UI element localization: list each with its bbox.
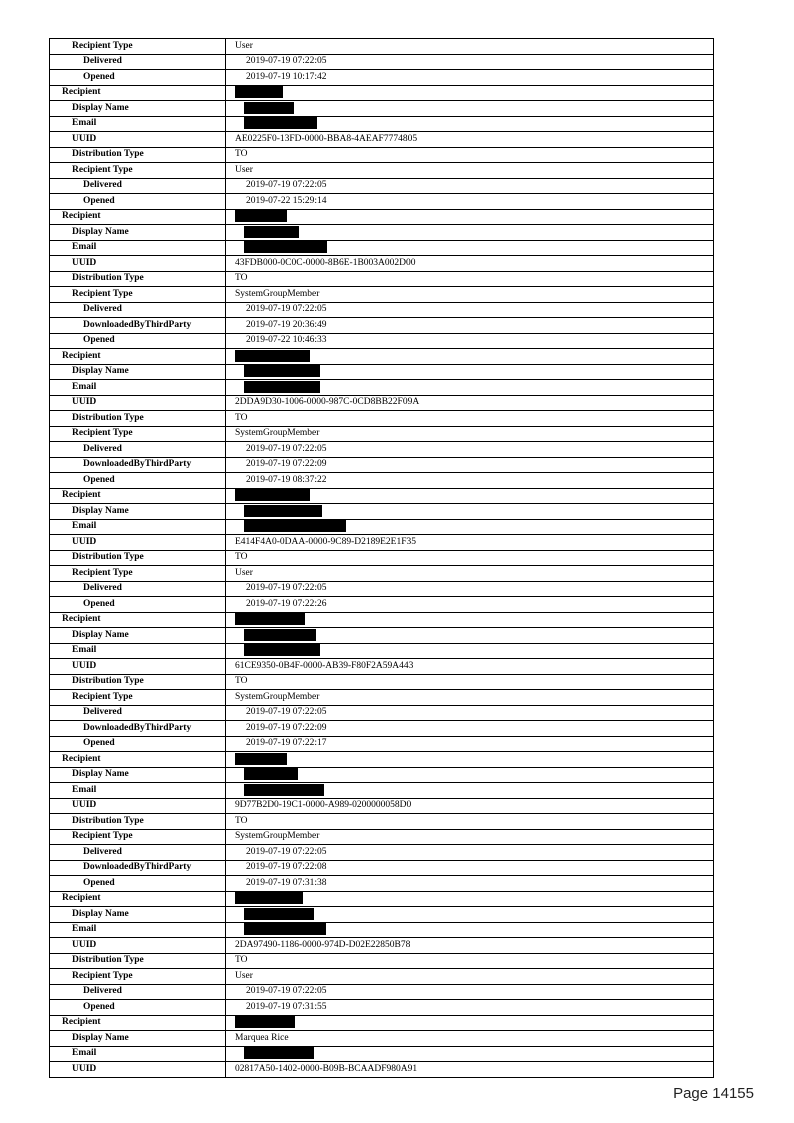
table-row xyxy=(50,659,714,675)
row-key: Opened xyxy=(50,70,226,86)
table-row xyxy=(50,1062,714,1078)
table-row xyxy=(50,953,714,969)
row-value xyxy=(226,209,714,225)
table-row xyxy=(50,504,714,520)
row-value: TO xyxy=(226,271,714,287)
redaction-block xyxy=(235,210,287,222)
row-value: 2DA97490-1186-0000-974D-D02E22850B78 xyxy=(226,938,714,954)
row-key: Display Name xyxy=(50,101,226,117)
redaction-block xyxy=(235,613,305,625)
row-value xyxy=(226,1046,714,1062)
row-value: 2019-07-19 07:31:55 xyxy=(226,1000,714,1016)
row-key: Distribution Type xyxy=(50,271,226,287)
row-key: Recipient Type xyxy=(50,829,226,845)
row-value xyxy=(226,240,714,256)
row-key: Delivered xyxy=(50,442,226,458)
row-key: Email xyxy=(50,1046,226,1062)
row-key: Display Name xyxy=(50,767,226,783)
row-value: TO xyxy=(226,814,714,830)
row-value xyxy=(226,907,714,923)
table-row xyxy=(50,721,714,737)
row-value: 2019-07-19 20:36:49 xyxy=(226,318,714,334)
table-row xyxy=(50,426,714,442)
redaction-block xyxy=(244,1047,314,1059)
row-key: Delivered xyxy=(50,984,226,1000)
table-row xyxy=(50,984,714,1000)
row-key: Recipient xyxy=(50,752,226,768)
row-value: User xyxy=(226,163,714,179)
table-row xyxy=(50,628,714,644)
table-row xyxy=(50,535,714,551)
row-key: Delivered xyxy=(50,581,226,597)
table-row xyxy=(50,845,714,861)
row-key: Recipient xyxy=(50,488,226,504)
table-row xyxy=(50,54,714,70)
row-value: User xyxy=(226,39,714,55)
table-row xyxy=(50,969,714,985)
table-row xyxy=(50,209,714,225)
row-key: Display Name xyxy=(50,1031,226,1047)
redaction-block xyxy=(244,908,314,920)
redaction-block xyxy=(235,86,283,98)
table-row xyxy=(50,907,714,923)
row-key: Opened xyxy=(50,473,226,489)
row-key: Email xyxy=(50,519,226,535)
row-value xyxy=(226,519,714,535)
redaction-block xyxy=(235,1016,295,1028)
table-row xyxy=(50,70,714,86)
row-key: Recipient Type xyxy=(50,566,226,582)
row-value: 2019-07-19 07:22:09 xyxy=(226,721,714,737)
table-row xyxy=(50,240,714,256)
row-value xyxy=(226,225,714,241)
row-key: DownloadedByThirdParty xyxy=(50,318,226,334)
row-key: Recipient Type xyxy=(50,287,226,303)
row-value: 2DDA9D30-1006-0000-987C-0CD8BB22F09A xyxy=(226,395,714,411)
table-row xyxy=(50,938,714,954)
row-key: Opened xyxy=(50,736,226,752)
table-row xyxy=(50,643,714,659)
table-row xyxy=(50,442,714,458)
row-value: 2019-07-19 07:22:05 xyxy=(226,54,714,70)
row-value: SystemGroupMember xyxy=(226,287,714,303)
table-row xyxy=(50,550,714,566)
row-key: Distribution Type xyxy=(50,953,226,969)
row-key: Distribution Type xyxy=(50,550,226,566)
row-key: Display Name xyxy=(50,225,226,241)
row-value xyxy=(226,364,714,380)
row-key: Recipient Type xyxy=(50,690,226,706)
redaction-block xyxy=(244,365,320,377)
table-row xyxy=(50,256,714,272)
row-value xyxy=(226,628,714,644)
row-value xyxy=(226,643,714,659)
row-value xyxy=(226,116,714,132)
table-row xyxy=(50,271,714,287)
table-row xyxy=(50,349,714,365)
row-key: Opened xyxy=(50,597,226,613)
row-key: Display Name xyxy=(50,504,226,520)
table-row xyxy=(50,597,714,613)
row-value: E414F4A0-0DAA-0000-9C89-D2189E2E1F35 xyxy=(226,535,714,551)
row-value: TO xyxy=(226,953,714,969)
table-row xyxy=(50,287,714,303)
row-key: Email xyxy=(50,380,226,396)
table-row xyxy=(50,473,714,489)
table-row xyxy=(50,488,714,504)
row-value: 2019-07-19 07:22:09 xyxy=(226,457,714,473)
row-key: Recipient Type xyxy=(50,969,226,985)
table-row xyxy=(50,798,714,814)
table-row xyxy=(50,318,714,334)
row-value: 2019-07-19 07:22:05 xyxy=(226,845,714,861)
row-key: Distribution Type xyxy=(50,411,226,427)
table-row xyxy=(50,302,714,318)
row-key: UUID xyxy=(50,132,226,148)
row-value xyxy=(226,488,714,504)
redaction-block xyxy=(235,350,310,362)
row-value xyxy=(226,922,714,938)
row-key: UUID xyxy=(50,938,226,954)
table-row xyxy=(50,178,714,194)
row-value xyxy=(226,612,714,628)
table-row xyxy=(50,1015,714,1031)
row-value: TO xyxy=(226,550,714,566)
table-row xyxy=(50,333,714,349)
row-key: UUID xyxy=(50,256,226,272)
table-row xyxy=(50,767,714,783)
row-value: 2019-07-19 07:22:05 xyxy=(226,581,714,597)
redaction-block xyxy=(235,753,287,765)
redaction-block xyxy=(244,505,322,517)
table-row xyxy=(50,101,714,117)
row-value xyxy=(226,767,714,783)
row-key: Opened xyxy=(50,876,226,892)
row-value: TO xyxy=(226,674,714,690)
row-key: UUID xyxy=(50,798,226,814)
row-key: Recipient xyxy=(50,349,226,365)
row-value: 2019-07-19 07:22:26 xyxy=(226,597,714,613)
row-value: 43FDB000-0C0C-0000-8B6E-1B003A002D00 xyxy=(226,256,714,272)
row-key: Email xyxy=(50,643,226,659)
table-row xyxy=(50,194,714,210)
row-value xyxy=(226,349,714,365)
row-value: 61CE9350-0B4F-0000-AB39-F80F2A59A443 xyxy=(226,659,714,675)
table-row xyxy=(50,395,714,411)
row-value: 2019-07-19 07:22:05 xyxy=(226,984,714,1000)
table-row xyxy=(50,783,714,799)
row-key: DownloadedByThirdParty xyxy=(50,721,226,737)
row-value xyxy=(226,101,714,117)
table-row xyxy=(50,457,714,473)
row-key: Display Name xyxy=(50,628,226,644)
row-value: SystemGroupMember xyxy=(226,690,714,706)
table-row xyxy=(50,860,714,876)
row-value: 2019-07-19 07:22:05 xyxy=(226,178,714,194)
row-key: Delivered xyxy=(50,302,226,318)
table-row xyxy=(50,752,714,768)
redaction-block xyxy=(244,117,317,129)
table-row xyxy=(50,1000,714,1016)
redaction-block xyxy=(244,226,299,238)
row-key: Opened xyxy=(50,1000,226,1016)
row-key: Recipient Type xyxy=(50,163,226,179)
row-key: Recipient xyxy=(50,891,226,907)
redaction-block xyxy=(244,923,326,935)
row-key: Display Name xyxy=(50,907,226,923)
row-key: DownloadedByThirdParty xyxy=(50,860,226,876)
table-row xyxy=(50,519,714,535)
row-value: SystemGroupMember xyxy=(226,426,714,442)
table-row xyxy=(50,147,714,163)
row-key: UUID xyxy=(50,535,226,551)
table-row xyxy=(50,1046,714,1062)
table-row xyxy=(50,163,714,179)
redaction-block xyxy=(235,489,310,501)
row-value: 02817A50-1402-0000-B09B-BCAADF980A91 xyxy=(226,1062,714,1078)
row-key: Distribution Type xyxy=(50,147,226,163)
row-key: Email xyxy=(50,240,226,256)
table-row xyxy=(50,705,714,721)
row-key: Opened xyxy=(50,194,226,210)
row-value xyxy=(226,504,714,520)
row-key: Distribution Type xyxy=(50,814,226,830)
row-value: 2019-07-19 07:22:05 xyxy=(226,302,714,318)
row-key: Recipient xyxy=(50,209,226,225)
row-value: TO xyxy=(226,411,714,427)
row-value xyxy=(226,85,714,101)
row-value: TO xyxy=(226,147,714,163)
row-key: Delivered xyxy=(50,705,226,721)
row-value xyxy=(226,1015,714,1031)
table-row xyxy=(50,566,714,582)
table-row xyxy=(50,411,714,427)
table-row xyxy=(50,1031,714,1047)
redaction-block xyxy=(244,241,327,253)
row-value xyxy=(226,752,714,768)
redaction-block xyxy=(244,629,316,641)
row-value: 2019-07-19 07:22:08 xyxy=(226,860,714,876)
row-key: Email xyxy=(50,783,226,799)
row-key: Distribution Type xyxy=(50,674,226,690)
row-value: 2019-07-22 15:29:14 xyxy=(226,194,714,210)
row-key: Recipient Type xyxy=(50,426,226,442)
row-value: SystemGroupMember xyxy=(226,829,714,845)
row-value xyxy=(226,891,714,907)
row-key: Email xyxy=(50,922,226,938)
table-row xyxy=(50,736,714,752)
table-row xyxy=(50,364,714,380)
row-key: UUID xyxy=(50,395,226,411)
redaction-block xyxy=(244,102,294,114)
redaction-block xyxy=(235,892,303,904)
table-row xyxy=(50,690,714,706)
table-row xyxy=(50,891,714,907)
redaction-block xyxy=(244,381,320,393)
row-value: 2019-07-19 08:37:22 xyxy=(226,473,714,489)
table-row xyxy=(50,922,714,938)
row-key: Delivered xyxy=(50,178,226,194)
row-value: 2019-07-19 07:22:05 xyxy=(226,442,714,458)
row-value: 2019-07-19 07:22:05 xyxy=(226,705,714,721)
table-row xyxy=(50,132,714,148)
row-value xyxy=(226,783,714,799)
table-row xyxy=(50,380,714,396)
row-value: 2019-07-19 10:17:42 xyxy=(226,70,714,86)
row-key: Recipient xyxy=(50,612,226,628)
row-value: Marquea Rice xyxy=(226,1031,714,1047)
row-value: User xyxy=(226,969,714,985)
log-table-body xyxy=(50,39,714,1078)
table-row xyxy=(50,225,714,241)
row-key: Recipient Type xyxy=(50,39,226,55)
row-key: Recipient xyxy=(50,85,226,101)
redaction-block xyxy=(244,768,298,780)
row-key: Recipient xyxy=(50,1015,226,1031)
table-row xyxy=(50,829,714,845)
redaction-block xyxy=(244,520,346,532)
row-value: 9D77B2D0-19C1-0000-A989-0200000058D0 xyxy=(226,798,714,814)
row-value: 2019-07-22 10:46:33 xyxy=(226,333,714,349)
row-value xyxy=(226,380,714,396)
log-table xyxy=(49,38,714,1078)
table-row xyxy=(50,814,714,830)
table-row xyxy=(50,612,714,628)
redaction-block xyxy=(244,644,320,656)
table-row xyxy=(50,581,714,597)
row-value: AE0225F0-13FD-0000-BBA8-4AEAF7774805 xyxy=(226,132,714,148)
row-key: Opened xyxy=(50,333,226,349)
row-key: UUID xyxy=(50,1062,226,1078)
table-row xyxy=(50,39,714,55)
table-row xyxy=(50,85,714,101)
redaction-block xyxy=(244,784,324,796)
row-value: User xyxy=(226,566,714,582)
row-key: DownloadedByThirdParty xyxy=(50,457,226,473)
row-key: Delivered xyxy=(50,845,226,861)
table-row xyxy=(50,876,714,892)
row-key: Email xyxy=(50,116,226,132)
row-value: 2019-07-19 07:22:17 xyxy=(226,736,714,752)
row-key: Delivered xyxy=(50,54,226,70)
table-row xyxy=(50,674,714,690)
row-key: Display Name xyxy=(50,364,226,380)
page-number: Page 14155 xyxy=(673,1085,754,1102)
row-value: 2019-07-19 07:31:38 xyxy=(226,876,714,892)
table-row xyxy=(50,116,714,132)
row-key: UUID xyxy=(50,659,226,675)
